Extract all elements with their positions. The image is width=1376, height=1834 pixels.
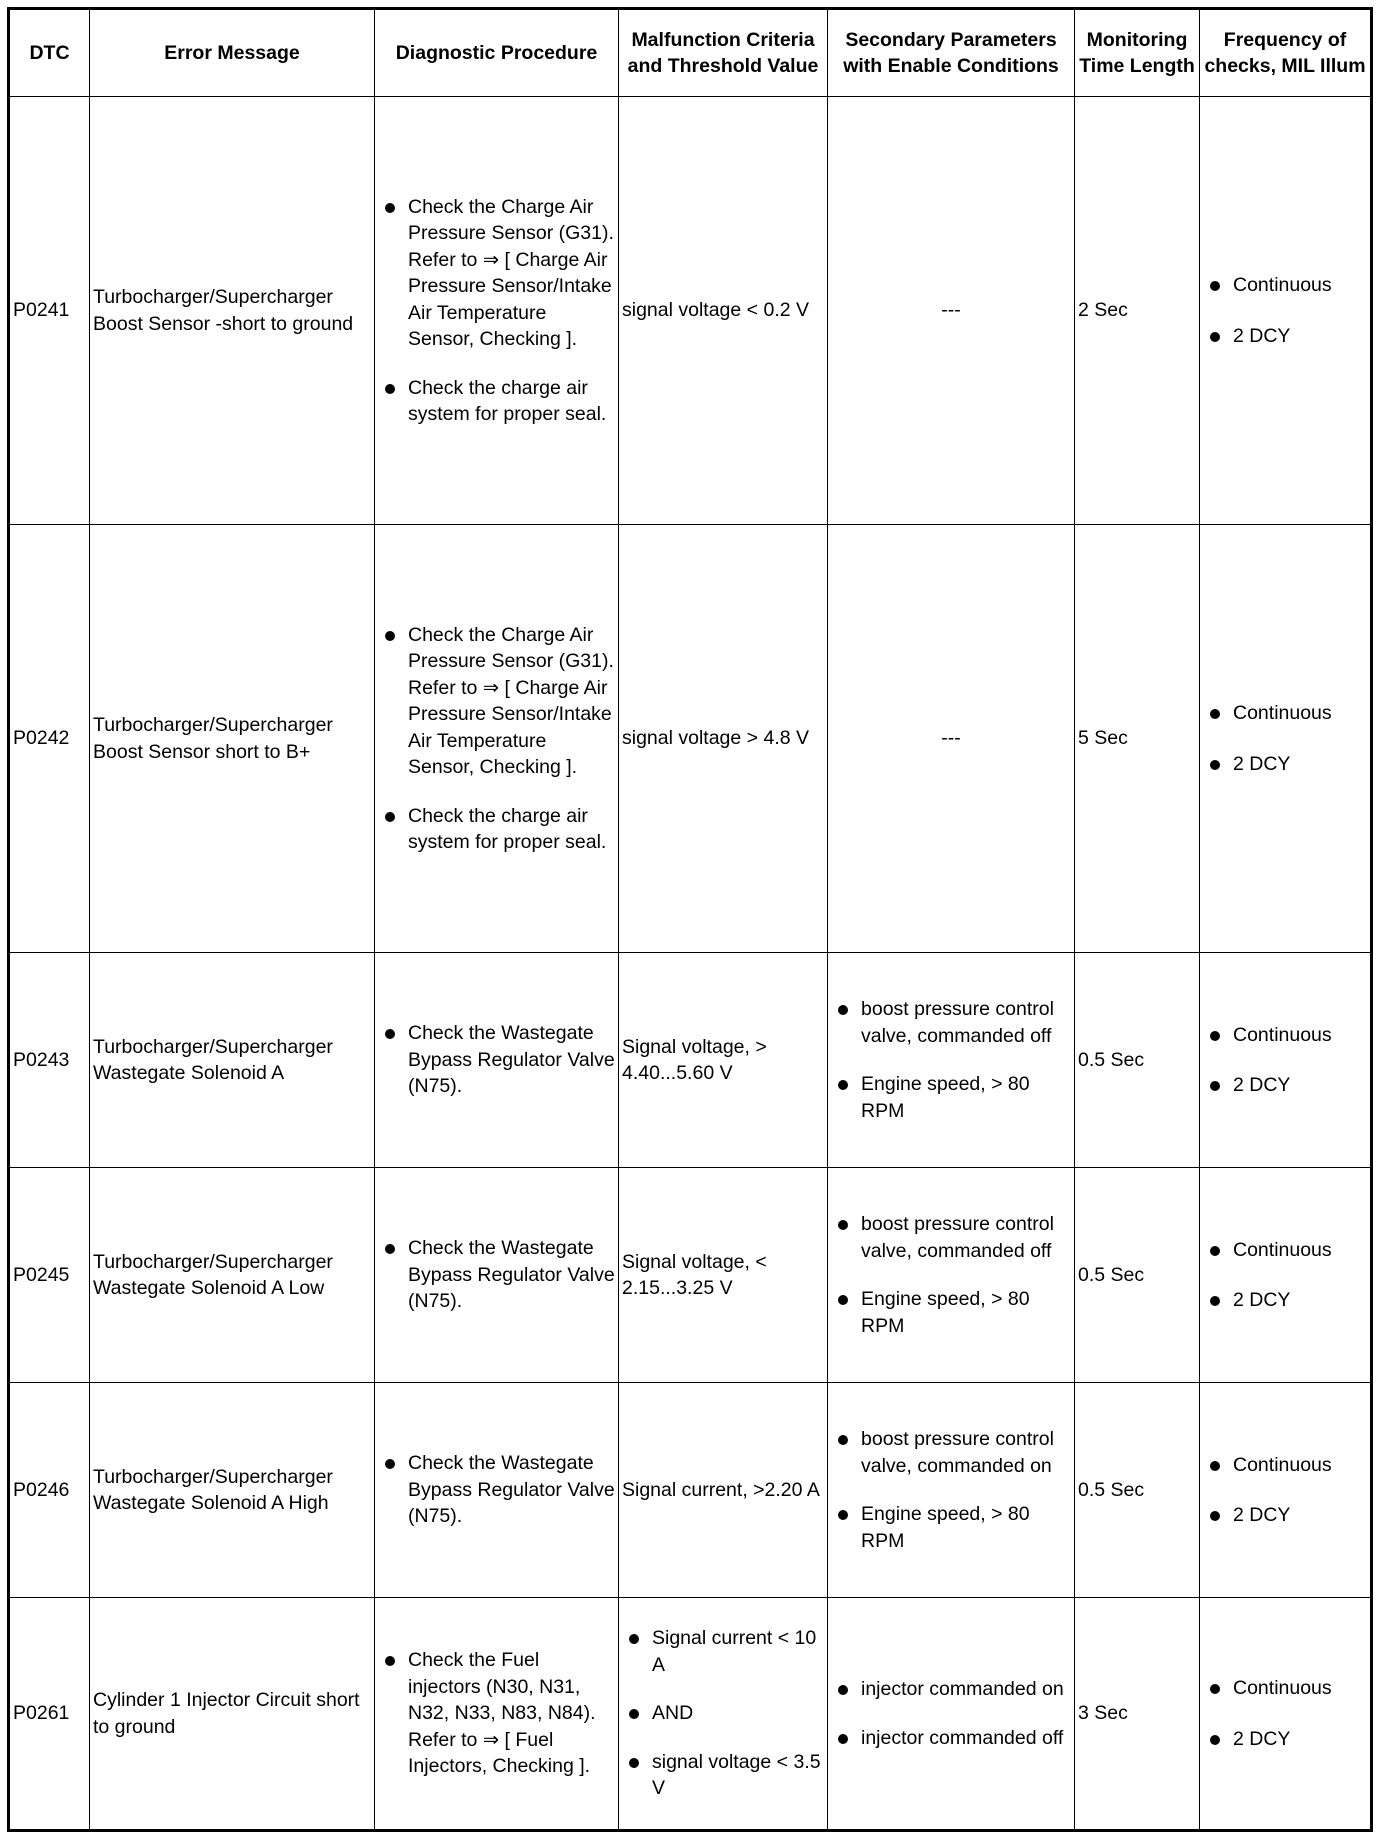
frequency xyxy=(1200,97,1372,525)
diagnostic-procedure xyxy=(375,1598,619,1831)
frequency xyxy=(1200,525,1372,953)
diagnostic-procedure xyxy=(375,953,619,1168)
frequency xyxy=(1200,1168,1372,1383)
criteria-item: AND xyxy=(622,1700,824,1727)
secondary-item: boost pressure control valve, commanded on xyxy=(831,1426,1071,1479)
monitoring-time: 0.5 Sec xyxy=(1075,1383,1200,1598)
secondary-item: Engine speed, > 80 RPM xyxy=(831,1501,1071,1554)
table-row xyxy=(9,97,1372,525)
procedure-item: Check the Wastegate Bypass Regulator Valve (N75). xyxy=(378,1450,615,1530)
frequency-item: 2 DCY xyxy=(1203,323,1367,350)
dtc-table xyxy=(7,7,1373,1832)
diagnostic-procedure xyxy=(375,525,619,953)
malfunction-criteria: Signal voltage, > 4.40...5.60 V xyxy=(619,953,828,1168)
procedure-item: Check the charge air system for proper seal. xyxy=(378,803,615,856)
frequency xyxy=(1200,1598,1372,1831)
diagnostic-procedure xyxy=(375,1168,619,1383)
monitoring-time: 3 Sec xyxy=(1075,1598,1200,1831)
frequency-item: 2 DCY xyxy=(1203,1502,1367,1529)
header-frequency: Frequency of checks, MIL Illum xyxy=(1200,9,1372,97)
procedure-item: Check the Charge Air Pressure Sensor (G31). Refer to ⇒ [ Charge Air Pressure Sensor/Intake Air Temperature Sensor, Checking ]. xyxy=(378,622,615,781)
malfunction-criteria: signal voltage < 0.2 V xyxy=(619,97,828,525)
table-row xyxy=(9,525,1372,953)
secondary-item: boost pressure control valve, commanded off xyxy=(831,996,1071,1049)
dtc-code: P0243 xyxy=(9,953,90,1168)
procedure-item: Check the charge air system for proper seal. xyxy=(378,375,615,428)
procedure-item: Check the Charge Air Pressure Sensor (G31). Refer to ⇒ [ Charge Air Pressure Sensor/Intake Air Temperature Sensor, Checking ]. xyxy=(378,194,615,353)
frequency-item: 2 DCY xyxy=(1203,751,1367,778)
secondary-item: injector commanded on xyxy=(831,1676,1071,1703)
frequency-item: Continuous xyxy=(1203,700,1367,727)
frequency xyxy=(1200,953,1372,1168)
monitoring-time: 2 Sec xyxy=(1075,97,1200,525)
secondary-parameters xyxy=(828,1168,1075,1383)
frequency-item: Continuous xyxy=(1203,1022,1367,1049)
header-row xyxy=(9,9,1372,97)
secondary-parameters: --- xyxy=(828,525,1075,953)
error-message: Turbocharger/Supercharger Wastegate Solenoid A Low xyxy=(90,1168,375,1383)
secondary-parameters: --- xyxy=(828,97,1075,525)
table-row xyxy=(9,1168,1372,1383)
secondary-item: Engine speed, > 80 RPM xyxy=(831,1071,1071,1124)
criteria-item: Signal current < 10 A xyxy=(622,1625,824,1678)
dtc-code: P0246 xyxy=(9,1383,90,1598)
error-message: Turbocharger/Supercharger Boost Sensor -short to ground xyxy=(90,97,375,525)
frequency-item: Continuous xyxy=(1203,1452,1367,1479)
secondary-item: Engine speed, > 80 RPM xyxy=(831,1286,1071,1339)
table-row xyxy=(9,1383,1372,1598)
malfunction-criteria: signal voltage > 4.8 V xyxy=(619,525,828,953)
malfunction-criteria: Signal current, >2.20 A xyxy=(619,1383,828,1598)
procedure-item: Check the Wastegate Bypass Regulator Valve (N75). xyxy=(378,1235,615,1315)
dtc-code: P0261 xyxy=(9,1598,90,1831)
error-message: Turbocharger/Supercharger Boost Sensor short to B+ xyxy=(90,525,375,953)
dtc-code: P0245 xyxy=(9,1168,90,1383)
error-message: Cylinder 1 Injector Circuit short to ground xyxy=(90,1598,375,1831)
frequency-item: Continuous xyxy=(1203,272,1367,299)
table-row xyxy=(9,953,1372,1168)
monitoring-time: 0.5 Sec xyxy=(1075,1168,1200,1383)
frequency-item: 2 DCY xyxy=(1203,1287,1367,1314)
malfunction-criteria xyxy=(619,1598,828,1831)
monitoring-time: 0.5 Sec xyxy=(1075,953,1200,1168)
error-message: Turbocharger/Supercharger Wastegate Solenoid A High xyxy=(90,1383,375,1598)
dtc-code: P0242 xyxy=(9,525,90,953)
error-message: Turbocharger/Supercharger Wastegate Solenoid A xyxy=(90,953,375,1168)
header-malfunction-criteria: Malfunction Criteria and Threshold Value xyxy=(619,9,828,97)
procedure-item: Check the Wastegate Bypass Regulator Valve (N75). xyxy=(378,1020,615,1100)
secondary-parameters xyxy=(828,953,1075,1168)
secondary-parameters xyxy=(828,1598,1075,1831)
frequency-item: Continuous xyxy=(1203,1237,1367,1264)
frequency-item: 2 DCY xyxy=(1203,1072,1367,1099)
dtc-code: P0241 xyxy=(9,97,90,525)
header-dtc: DTC xyxy=(9,9,90,97)
malfunction-criteria: Signal voltage, < 2.15...3.25 V xyxy=(619,1168,828,1383)
secondary-item: boost pressure control valve, commanded off xyxy=(831,1211,1071,1264)
table-row xyxy=(9,1598,1372,1831)
diagnostic-procedure xyxy=(375,97,619,525)
frequency-item: 2 DCY xyxy=(1203,1726,1367,1753)
diagnostic-procedure xyxy=(375,1383,619,1598)
monitoring-time: 5 Sec xyxy=(1075,525,1200,953)
frequency xyxy=(1200,1383,1372,1598)
secondary-item: injector commanded off xyxy=(831,1725,1071,1752)
procedure-item: Check the Fuel injectors (N30, N31, N32, N33, N83, N84). Refer to ⇒ [ Fuel Injectors, Checking ]. xyxy=(378,1647,615,1780)
secondary-parameters xyxy=(828,1383,1075,1598)
header-monitoring-time: Monitoring Time Length xyxy=(1075,9,1200,97)
frequency-item: Continuous xyxy=(1203,1675,1367,1702)
criteria-item: signal voltage < 3.5 V xyxy=(622,1749,824,1802)
header-error-message: Error Message xyxy=(90,9,375,97)
header-diagnostic-procedure: Diagnostic Procedure xyxy=(375,9,619,97)
header-secondary-parameters: Secondary Parameters with Enable Conditions xyxy=(828,9,1075,97)
